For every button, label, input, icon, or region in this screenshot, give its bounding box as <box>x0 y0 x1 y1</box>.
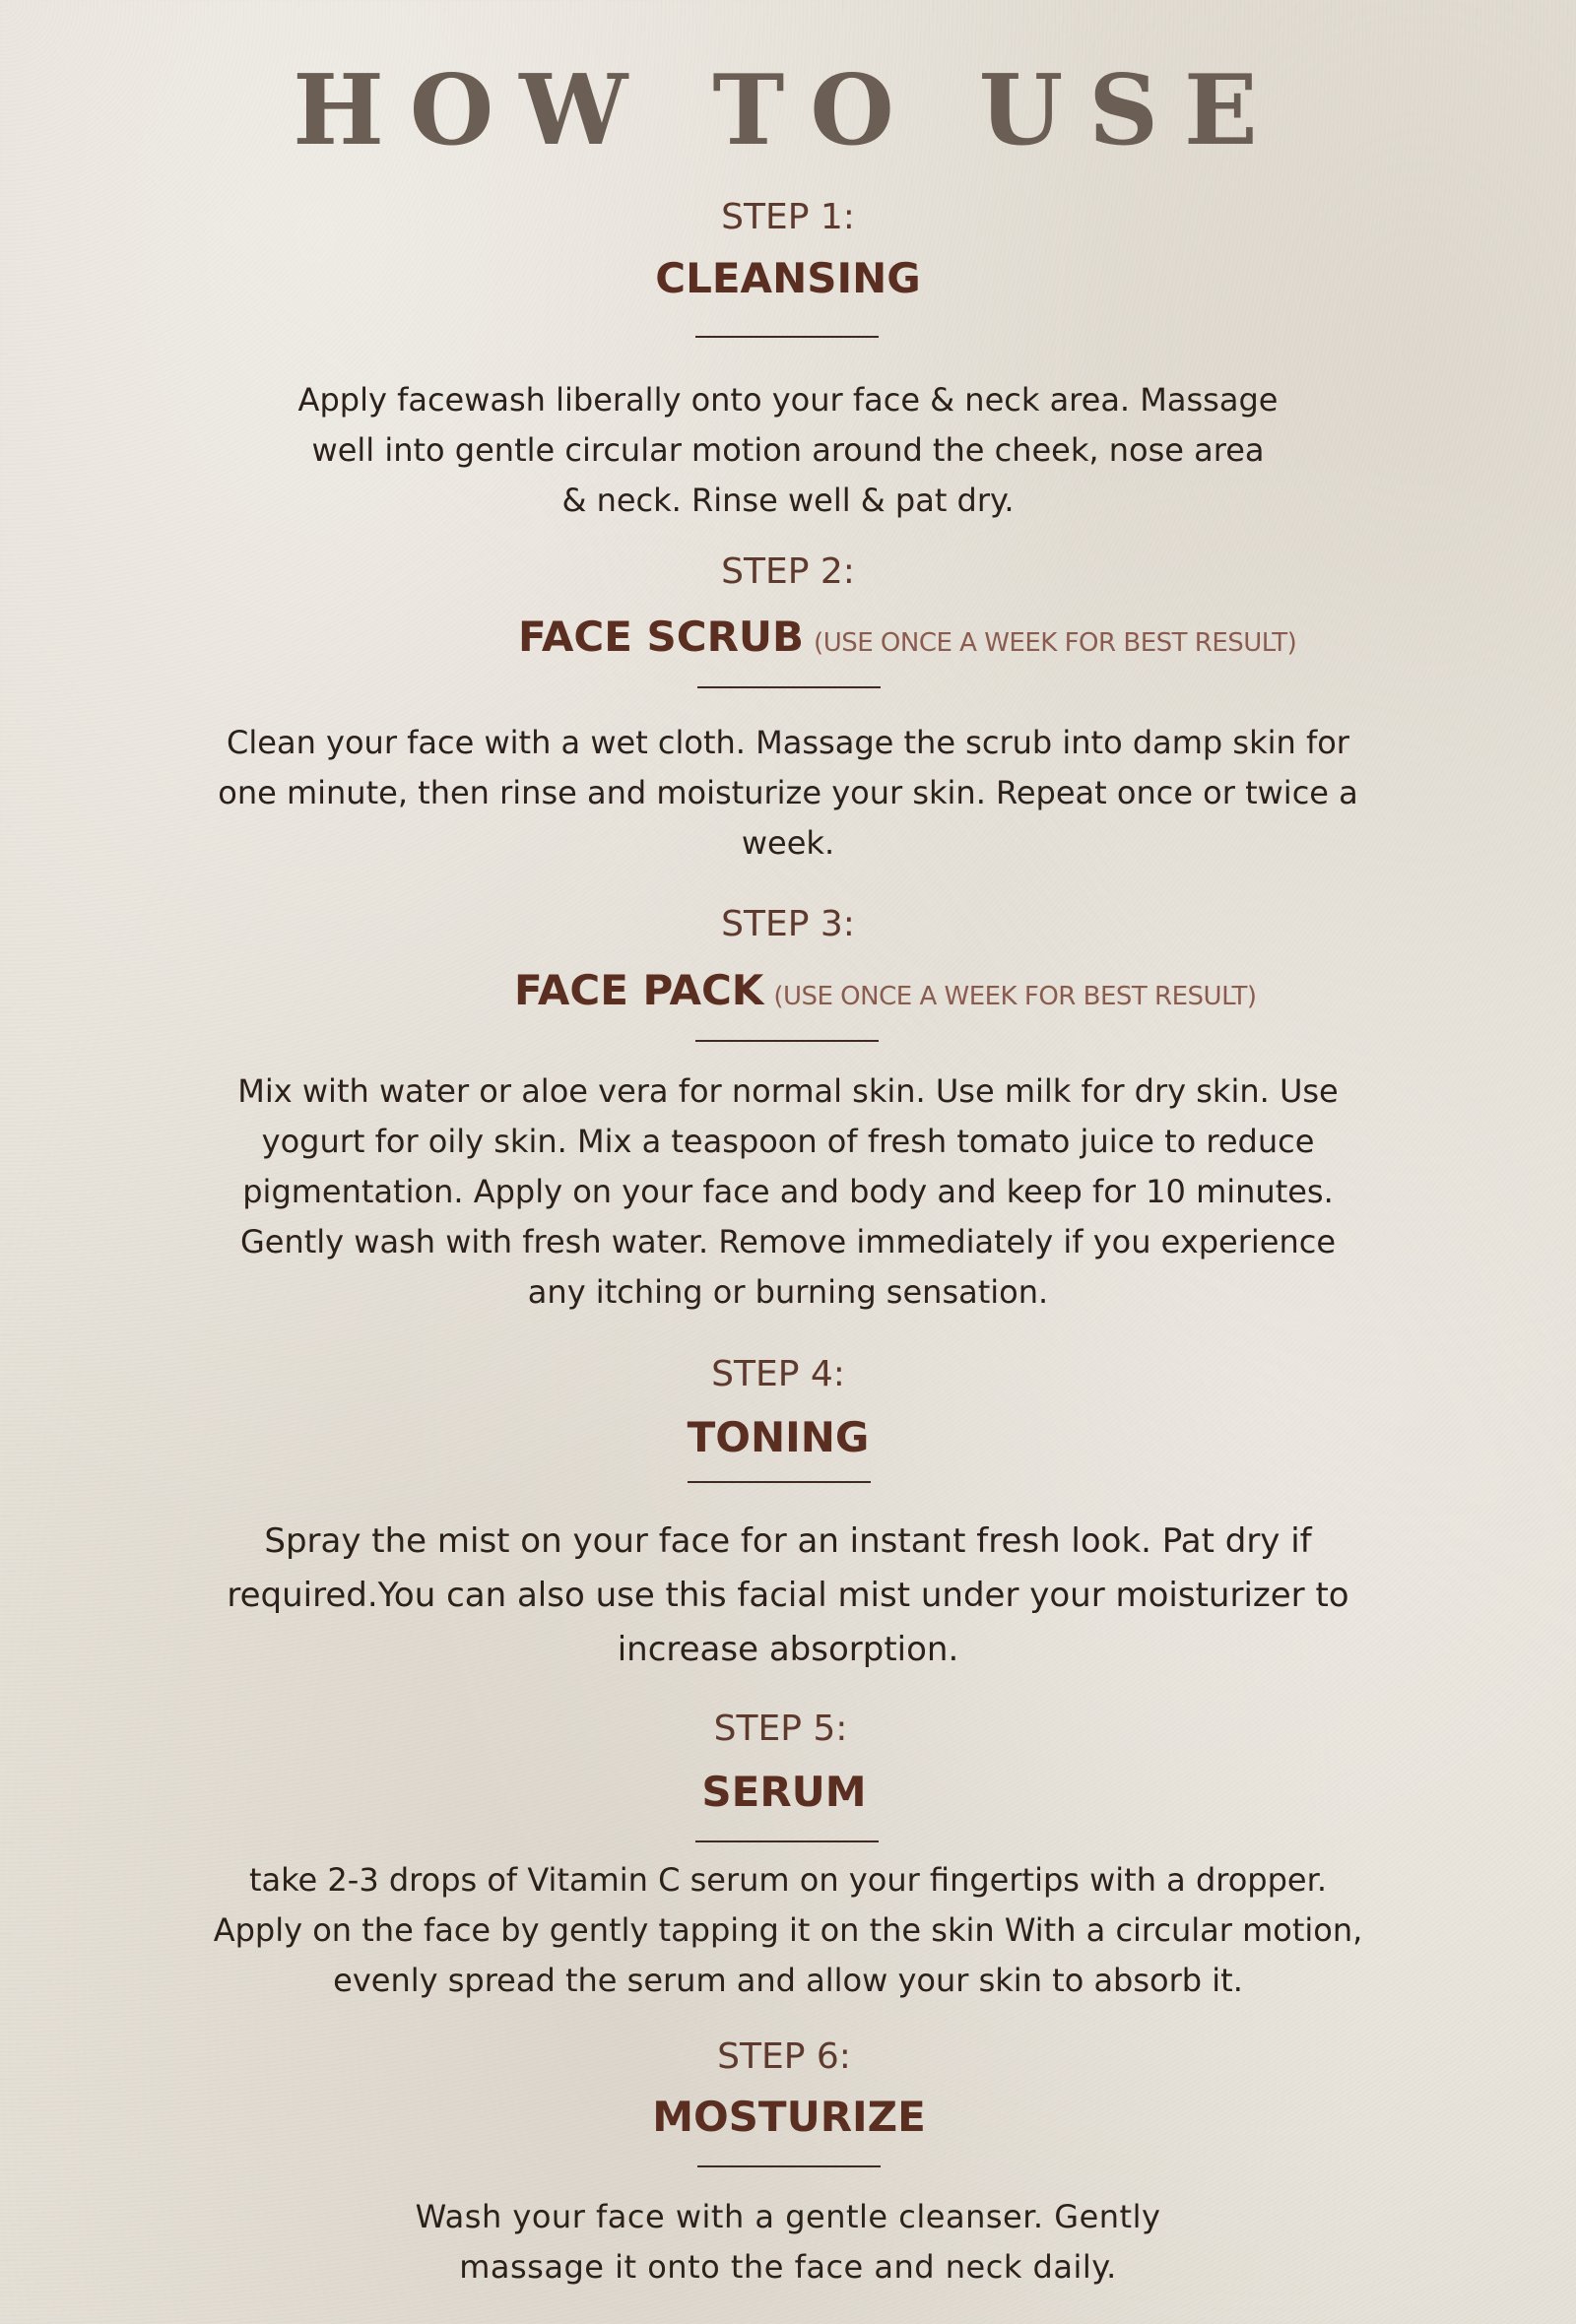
step-6-heading: MOSTURIZE <box>652 2093 926 2141</box>
step-2-description: Clean your face with a wet cloth. Massage the scrub into damp skin for one minute, then rinse and moisturize your skin. Repeat once or twice a week. <box>218 724 1358 862</box>
step-3-description: Mix with water or aloe vera for normal skin. Use milk for dry skin. Use yogurt for oily skin. Mix a teaspoon of fresh tomato juice to reduce pigmentation. Apply on your face and body and keep for 10 minutes. Gently wash with fresh water. Remove immediately if you experience any itching or burning sensation. <box>237 1072 1339 1311</box>
step-3-label: STEP 3: <box>721 904 855 944</box>
step-2-label: STEP 2: <box>721 551 855 592</box>
step-5-label: STEP 5: <box>713 1709 848 1749</box>
step-6-divider <box>697 2165 881 2167</box>
step-5-heading: SERUM <box>701 1768 867 1816</box>
step-2-heading-row <box>518 613 1296 661</box>
step-1-description: Apply facewash liberally onto your face & neck area. Massage well into gentle circular motion around the cheek, nose area & neck. Rinse well & pat dry. <box>297 381 1279 519</box>
step-3-frequency-note: (USE ONCE A WEEK FOR BEST RESULT) <box>773 982 1257 1011</box>
step-3-heading-row <box>514 966 1257 1014</box>
step-1-label: STEP 1: <box>721 197 855 237</box>
step-4-divider <box>688 1481 871 1483</box>
page-title: HOW TO USE <box>293 54 1283 167</box>
step-3-divider <box>695 1040 879 1042</box>
step-2-divider <box>697 686 881 688</box>
step-4-description: Spray the mist on your face for an instant fresh look. Pat dry if required.You can also use this facial mist under your moisturizer to increase absorption. <box>227 1521 1349 1669</box>
step-4-label: STEP 4: <box>711 1354 845 1394</box>
step-2-heading: FACE SCRUB <box>518 613 805 661</box>
step-1-heading: CLEANSING <box>655 254 921 302</box>
step-5-divider <box>695 1840 879 1842</box>
step-3-heading: FACE PACK <box>514 966 764 1014</box>
step-6-description: Wash your face with a gentle cleanser. Gently massage it onto the face and neck daily. <box>415 2198 1161 2286</box>
step-1-divider <box>695 336 879 338</box>
step-2-frequency-note: (USE ONCE A WEEK FOR BEST RESULT) <box>814 628 1297 658</box>
step-6-label: STEP 6: <box>717 2036 851 2077</box>
step-5-description: take 2-3 drops of Vitamin C serum on your fingertips with a dropper. Apply on the face by gently tapping it on the skin With a circular motion, evenly spread the serum and allow your skin to absorb it. <box>213 1861 1363 1999</box>
step-4-heading: TONING <box>687 1413 870 1461</box>
